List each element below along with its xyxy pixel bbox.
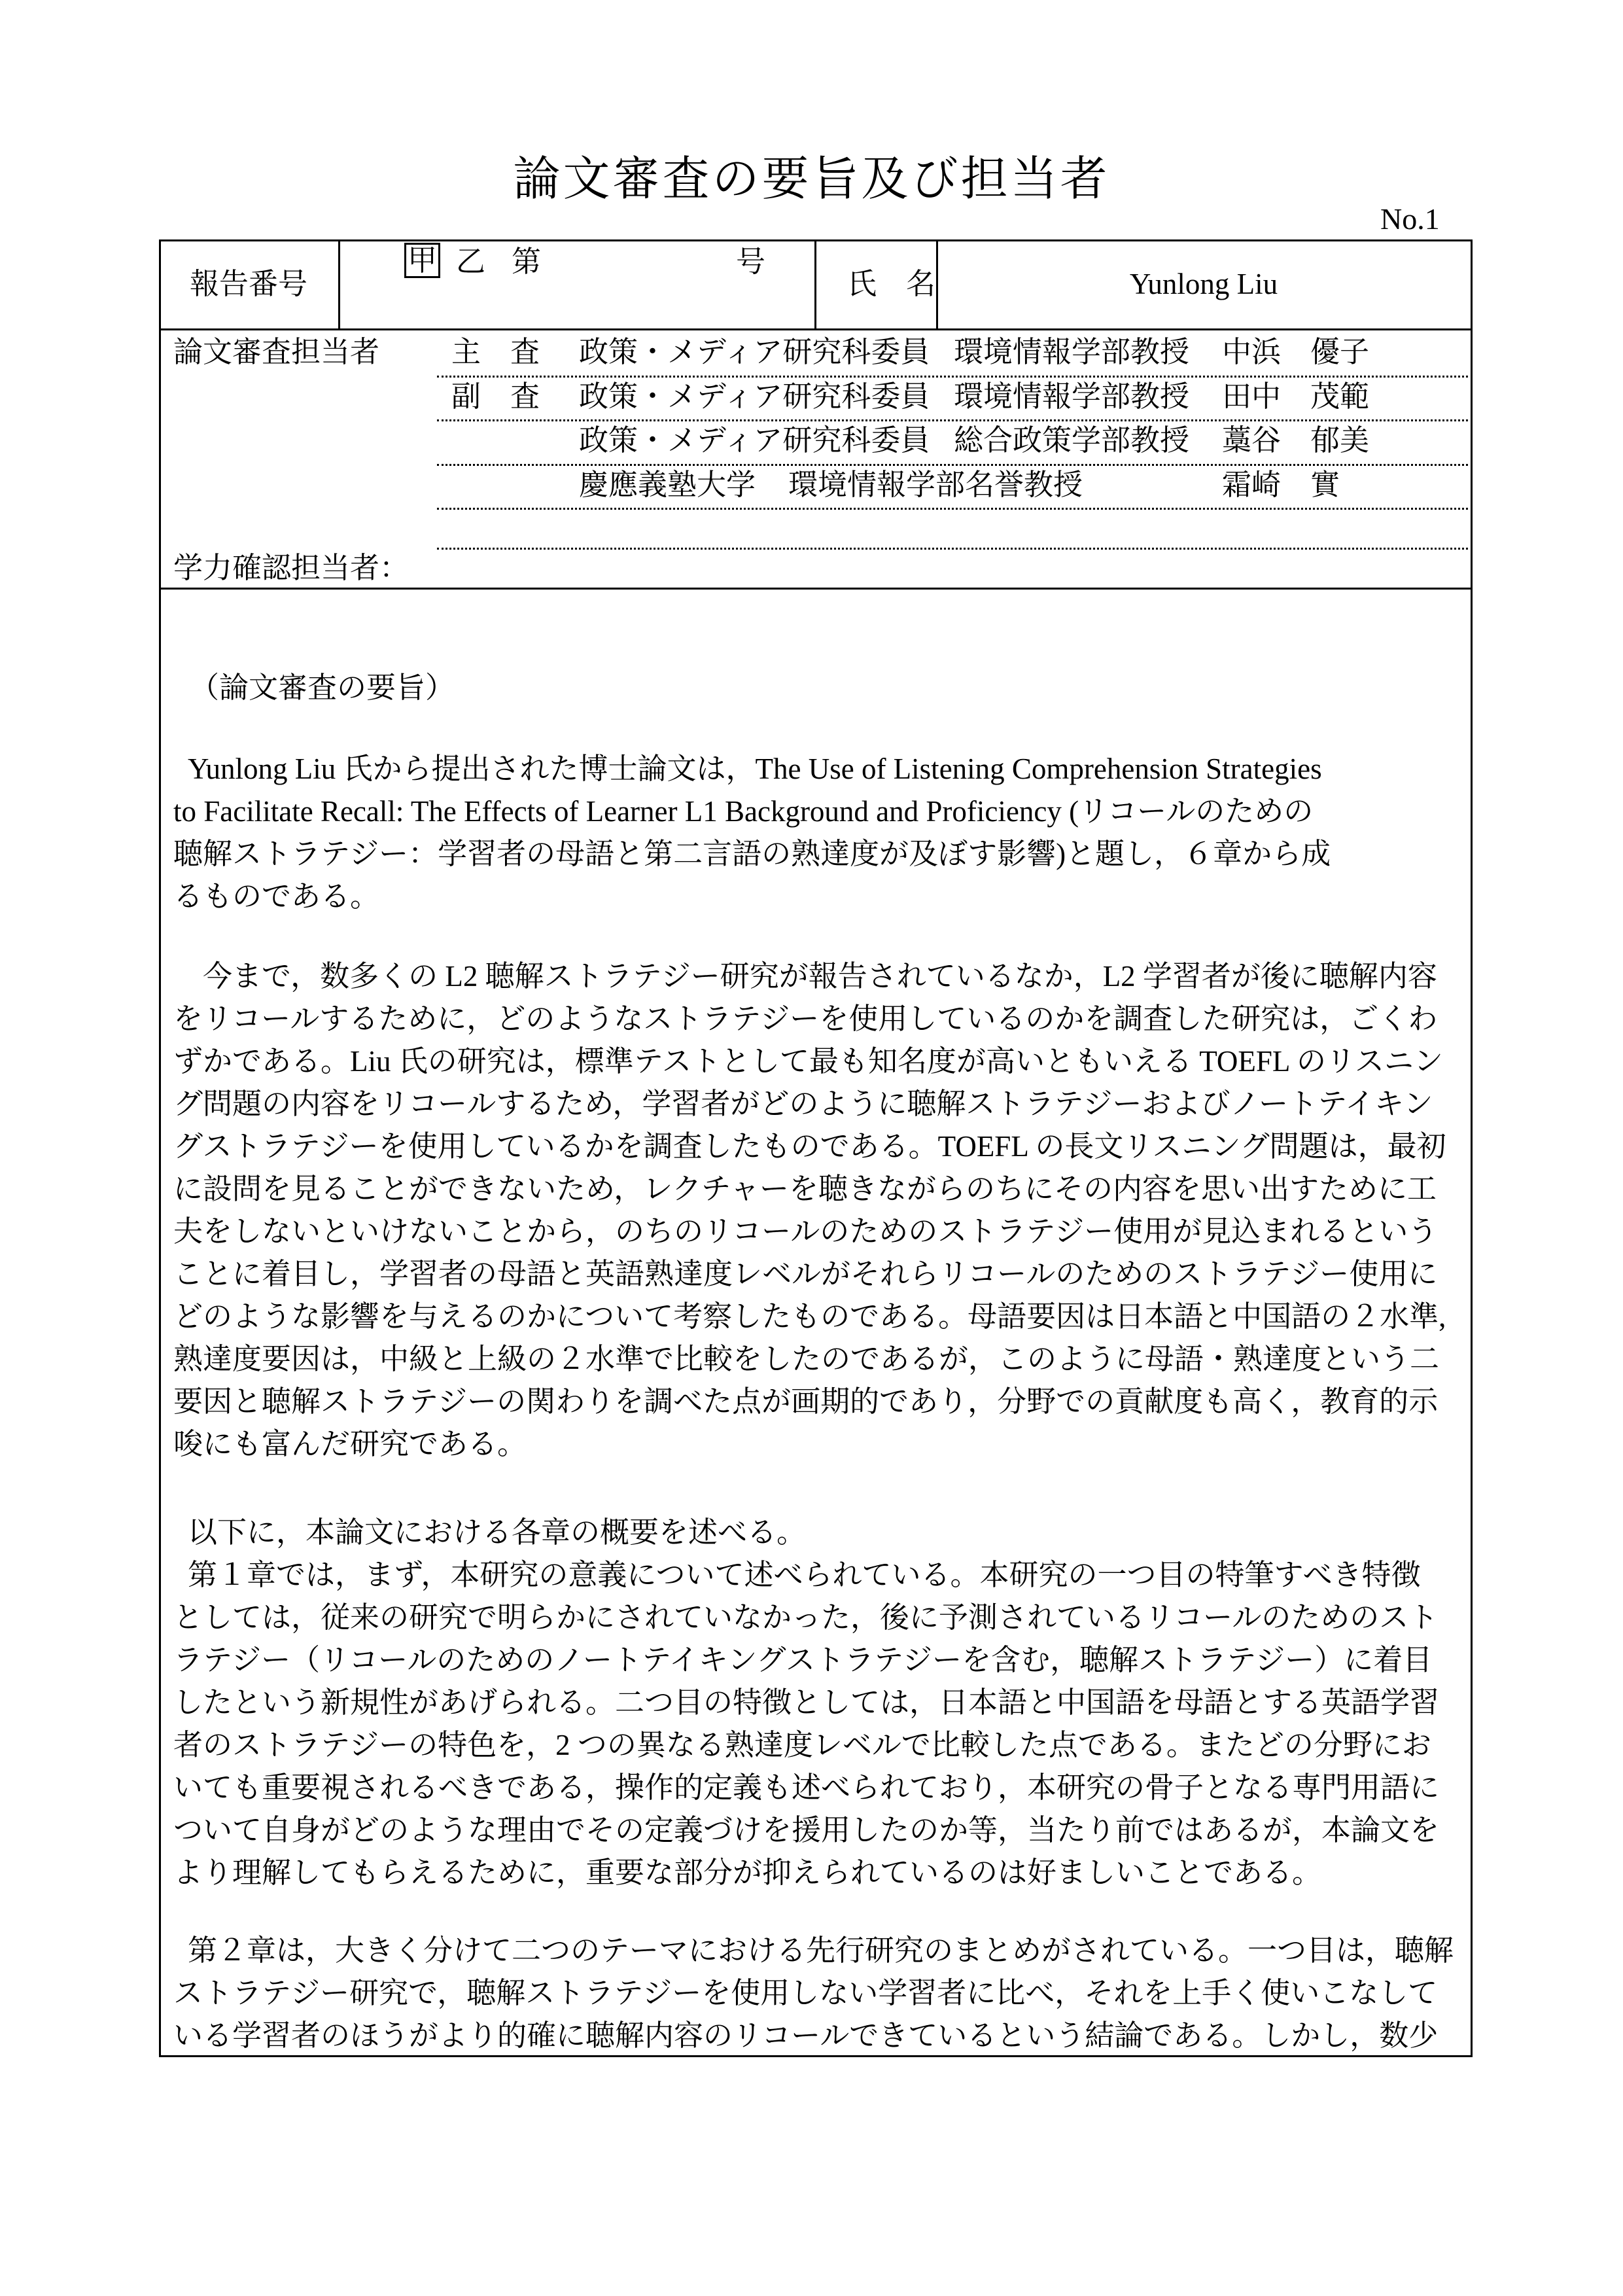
report-number-label: 報告番号 [190, 268, 308, 300]
member-affiliation: 政策・メディア研究科委員 [579, 424, 930, 457]
name-label: 氏 名 [847, 268, 936, 300]
line: ついて自身がどのような理由でその定義づけを援用したのか等，当たり前ではあるが，本論文を [173, 1814, 1440, 1846]
paragraph-4 [173, 1930, 1469, 2057]
line: 者のストラテジーの特色を，2 つの異なる熟達度レベルで比較した点である。またどの分野にお [173, 1729, 1431, 1761]
line: 熟達度要因は，中級と上級の２水準で比較をしたのであるが，このように母語・熟達度という二 [173, 1343, 1440, 1375]
member-name: 藁谷 郁美 [1222, 424, 1370, 457]
gou-label: 号 [736, 245, 766, 278]
heading-text: （論文審査の要旨） [190, 671, 455, 704]
kou-marker [404, 241, 440, 280]
line: Yunlong Liu 氏から提出された博士論文は，The Use of Listening Comprehension Strategies [188, 752, 1322, 785]
dai-label: 第 [512, 245, 542, 278]
kou-boxed: 甲 [404, 243, 440, 278]
line: 第１章では，まず，本研究の意義について述べられている。本研究の一つ目の特筆すべき特徴 [188, 1559, 1421, 1591]
member-affiliation: 慶應義塾大学 [579, 468, 756, 501]
member-name: 田中 茂範 [1222, 380, 1370, 413]
line: 夫をしないといけないことから，のちのリコールのためのストラテジー使用が見込まれるという [173, 1215, 1438, 1248]
line: 聴解ストラテジー：学習者の母語と第二言語の熟達度が及ぼす影響)と題し，６章から成 [173, 838, 1331, 870]
committee-label: 論文審査担当者 [173, 336, 380, 368]
line: グストラテジーを使用しているかを調査したものである。TOEFL の長文リスニング問題は，最初 [173, 1130, 1446, 1163]
member-role: 副 査 [451, 380, 540, 413]
line: 要因と聴解ストラテジーの関わりを調べた点が画期的であり，分野での貢献度も高く，教育的示 [173, 1385, 1439, 1418]
member-affiliation: 政策・メディア研究科委員 [579, 336, 930, 368]
otsu-marker: 乙 [456, 245, 486, 278]
line: どのような影響を与えるのかについて考察したものである。母語要因は日本語と中国語の２水準, [173, 1300, 1446, 1333]
line: 唆にも富んだ研究である。 [173, 1428, 527, 1460]
member-role: 主 査 [451, 336, 540, 368]
member-position: 環境情報学部教授 [954, 336, 1190, 368]
line: グ問題の内容をリコールするため，学習者がどのように聴解ストラテジーおよびノートテイキン [173, 1087, 1433, 1120]
member-name: 霜崎 實 [1222, 468, 1340, 501]
line: 以下に，本論文における各章の概要を述べる。 [188, 1516, 807, 1549]
line: したという新規性があげられる。二つ目の特徴としては，日本語と中国語を母語とする英語学習 [173, 1686, 1440, 1719]
line: いる学習者のほうがより的確に聴解内容のリコールできているという結論である。しかし，数少 [173, 2019, 1439, 2052]
member-affiliation: 政策・メディア研究科委員 [579, 380, 930, 413]
line: るものである。 [173, 880, 380, 913]
divider [814, 239, 816, 329]
line: ことに着目し，学習者の母語と英語熟達度レベルがそれらリコールのためのストラテジー使用に [173, 1258, 1438, 1290]
member-name: 中浜 優子 [1222, 336, 1370, 368]
paragraph-3 [173, 1511, 1469, 1894]
line: 第２章は，大きく分けて二つのテーマにおける先行研究のまとめがされている。一つ目は，聴解 [188, 1934, 1454, 1967]
line: ずかである。Liu 氏の研究は，標準テストとして最も知名度が高いともいえる TOEFL のリスニン [173, 1045, 1444, 1078]
summary-heading [190, 667, 1485, 709]
line: ストラテジー研究で，聴解ストラテジーを使用しない学習者に比べ，それを上手く使いこなして [173, 1977, 1438, 2009]
line: 今まで，数多くの L2 聴解ストラテジー研究が報告されているなか，L2 学習者が後に聴解内容 [203, 960, 1437, 993]
line: をリコールするために，どのようなストラテジーを使用しているのかを調査した研究は，ごくわ [173, 1002, 1438, 1035]
line: より理解してもらえるために，重要な部分が抑えられているのは好ましいことである。 [173, 1856, 1322, 1889]
committee-bottom-line [159, 588, 1473, 590]
line: ラテジー（リコールのためのノートテイキングストラテジーを含む，聴解ストラテジー）に着目 [173, 1644, 1433, 1676]
line: に設問を見ることができないため，レクチャーを聴きながらのちにその内容を思い出すために工 [173, 1173, 1437, 1205]
dotted-rule [437, 508, 1473, 510]
page-number: No.1 [1380, 202, 1440, 236]
member-position: 総合政策学部教授 [954, 424, 1190, 457]
document-title: 論文審査の要旨及び担当者 [513, 153, 1110, 205]
paragraph-2 [173, 955, 1469, 1466]
dotted-rule [437, 548, 1473, 550]
name-value: Yunlong Liu [1129, 268, 1278, 300]
member-position: 環境情報学部名誉教授 [788, 468, 1083, 501]
member-position: 環境情報学部教授 [954, 380, 1190, 413]
paragraph-1 [173, 748, 1469, 918]
line: to Facilitate Recall: The Effects of Learner L1 Background and Proficiency (リコールのための [173, 795, 1314, 828]
ability-check-label: 学力確認担当者： [173, 552, 410, 584]
line: としては，従来の研究で明らかにされていなかった，後に予測されているリコールのためのスト [173, 1601, 1439, 1634]
line: いても重要視されるべきである，操作的定義も述べられており，本研究の骨子となる専門用語に [173, 1771, 1440, 1804]
divider [338, 239, 340, 329]
